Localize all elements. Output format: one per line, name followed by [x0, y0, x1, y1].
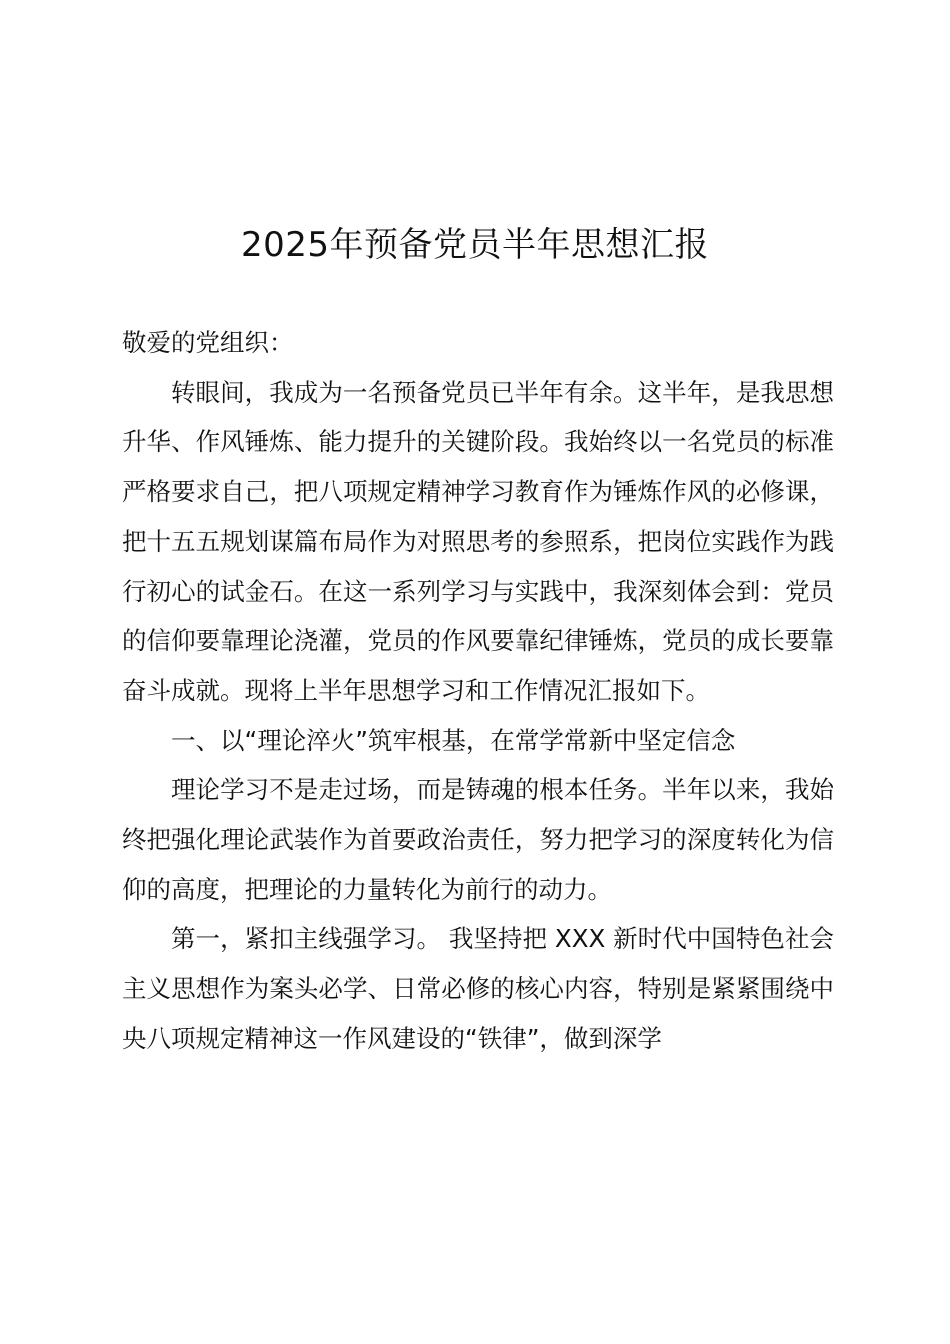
paragraph-first-point: 第一，紧扣主线强学习。 我坚持把 XXX 新时代中国特色社会主义思想作为案头必学、日常必修的核心内容，特别是紧紧围绕中央八项规定精神这一作风建设的“铁律”，做到深学 [122, 924, 834, 1053]
salutation: 敬爱的党组织： [122, 328, 294, 357]
paragraph-intro: 转眼间，我成为一名预备党员已半年有余。这半年，是我思想升华、作风锤炼、能力提升的关键阶段。我始终以一名党员的标准严格要求自己，把八项规定精神学习教育作为锤炼作风的必修课，把十五五规划谋篇布局作为对照思考的参照系，把岗位实践作为践行初心的试金石。在这一系列学习与实践中，我深刻体会到：党员的信仰要靠理论浇灌，党员的作风要靠纪律锤炼，党员的成长要靠奋斗成就。现将上半年思想学习和工作情况汇报如下。 [122, 377, 834, 705]
section-heading-1: 一、以“理论淬火”筑牢根基，在常学常新中坚定信念 [171, 725, 736, 755]
document-body [122, 318, 834, 1064]
paragraph-theory: 理论学习不是走过场，而是铸魂的根本任务。半年以来，我始终把强化理论武装作为首要政治责任，努力把学习的深度转化为信仰的高度，把理论的力量转化为前行的动力。 [122, 775, 834, 904]
document-title: 2025年预备党员半年思想汇报 [240, 225, 710, 265]
